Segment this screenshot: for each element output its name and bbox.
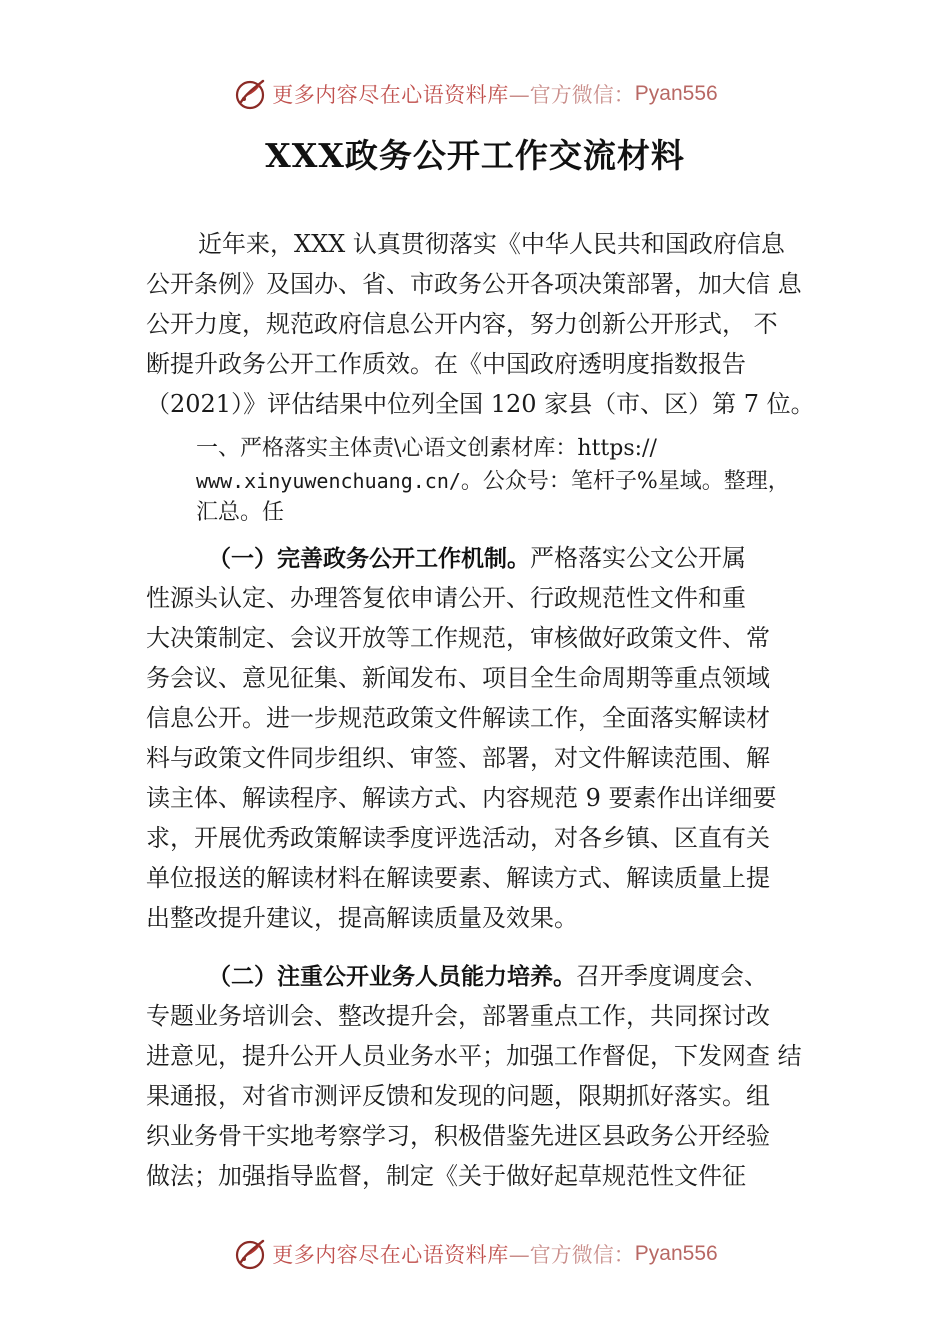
header-watermark — [0, 74, 950, 114]
subsection1-line: 大决策制定、会议开放等工作规范，审核做好政策文件、常 — [146, 624, 770, 652]
watermark-wechat-id: Pyan556 — [634, 1242, 718, 1265]
section1-line2-rest: 。公众号：笔杆子%星域。整理， — [460, 469, 790, 494]
subsection2-first-rest: 召开季度调度会、 — [576, 962, 768, 990]
watermark-wechat-id: Pyan556 — [634, 82, 718, 105]
subsection1-line: 性源头认定、办理答复依申请公开、行政规范性文件和重 — [146, 584, 746, 612]
subsection1-heading: （一）完善政务公开工作机制。 — [208, 546, 530, 572]
intro-line: （2021）》评估结果中位列全国 120 家县（市、区）第 7 位。 — [146, 390, 815, 418]
watermark-separator: —官方微信： — [508, 1243, 635, 1267]
subsection2-heading: （二）注重公开业务人员能力培养。 — [208, 964, 576, 990]
intro-line: 断提升政务公开工作质效。在《中国政府透明度指数报告 — [146, 350, 746, 378]
section1-url: www.xinyuwenchuang.cn/ — [196, 469, 461, 493]
intro-line: 公开条例》及国办、省、市政务公开各项决策部署，加大信 息 — [146, 270, 802, 298]
subsection2-line: 织业务骨干实地考察学习，积极借鉴先进区县政务公开经验 — [146, 1122, 770, 1150]
feather-circle-logo-icon — [232, 76, 268, 112]
document-title: XXX政务公开工作交流材料 — [265, 136, 685, 175]
subsection1-line: 求，开展优秀政策解读季度评选活动，对各乡镇、区直有关 — [146, 824, 770, 852]
watermark-text: 更多内容尽在心语资料库 — [272, 1243, 509, 1267]
feather-circle-logo-icon — [232, 1236, 268, 1272]
subsection2-line: 做法；加强指导监督，制定《关于做好起草规范性文件征 — [146, 1162, 746, 1190]
subsection1-line: 料与政策文件同步组织、审签、部署，对文件解读范围、解 — [146, 744, 770, 772]
subsection1-paragraph — [146, 538, 826, 938]
intro-paragraph — [146, 224, 826, 424]
section1-heading — [196, 433, 836, 529]
subsection1-first-line — [146, 538, 826, 578]
footer-watermark — [0, 1234, 950, 1274]
subsection1-line: 务会议、意见征集、新闻发布、项目全生命周期等重点领域 — [146, 664, 770, 692]
section1-line — [196, 433, 836, 465]
section1-line3: 汇总。任 — [196, 500, 285, 525]
watermark-text: 更多内容尽在心语资料库 — [272, 83, 509, 107]
watermark-separator: —官方微信： — [508, 83, 635, 107]
subsection2-first-line — [146, 956, 826, 996]
subsection1-line: 出整改提升建议，提高解读质量及效果。 — [146, 904, 578, 932]
subsection2-line: 果通报，对省市测评反馈和发现的问题，限期抓好落实。组 — [146, 1082, 770, 1110]
subsection2-line: 进意见，提升公开人员业务水平；加强工作督促，下发网查 结 — [146, 1042, 802, 1070]
section1-line — [196, 497, 836, 529]
subsection1-line: 单位报送的解读材料在解读要素、解读方式、解读质量上提 — [146, 864, 770, 892]
intro-line: 公开力度，规范政府信息公开内容，努力创新公开形式， 不 — [146, 310, 778, 338]
subsection2-paragraph — [146, 956, 826, 1196]
intro-line: 近年来，XXX 认真贯彻落实《中华人民共和国政府信息 — [198, 230, 785, 258]
subsection1-line: 读主体、解读程序、解读方式、内容规范 9 要素作出详细要 — [146, 784, 777, 812]
subsection1-first-rest: 严格落实公文公开属 — [530, 544, 746, 572]
section1-line — [196, 465, 836, 497]
subsection1-line: 信息公开。进一步规范政策文件解读工作，全面落实解读材 — [146, 704, 770, 732]
section1-line1: 一、严格落实主体责\心语文创素材库：https:// — [196, 436, 657, 461]
subsection2-line: 专题业务培训会、整改提升会，部署重点工作，共同探讨改 — [146, 1002, 770, 1030]
